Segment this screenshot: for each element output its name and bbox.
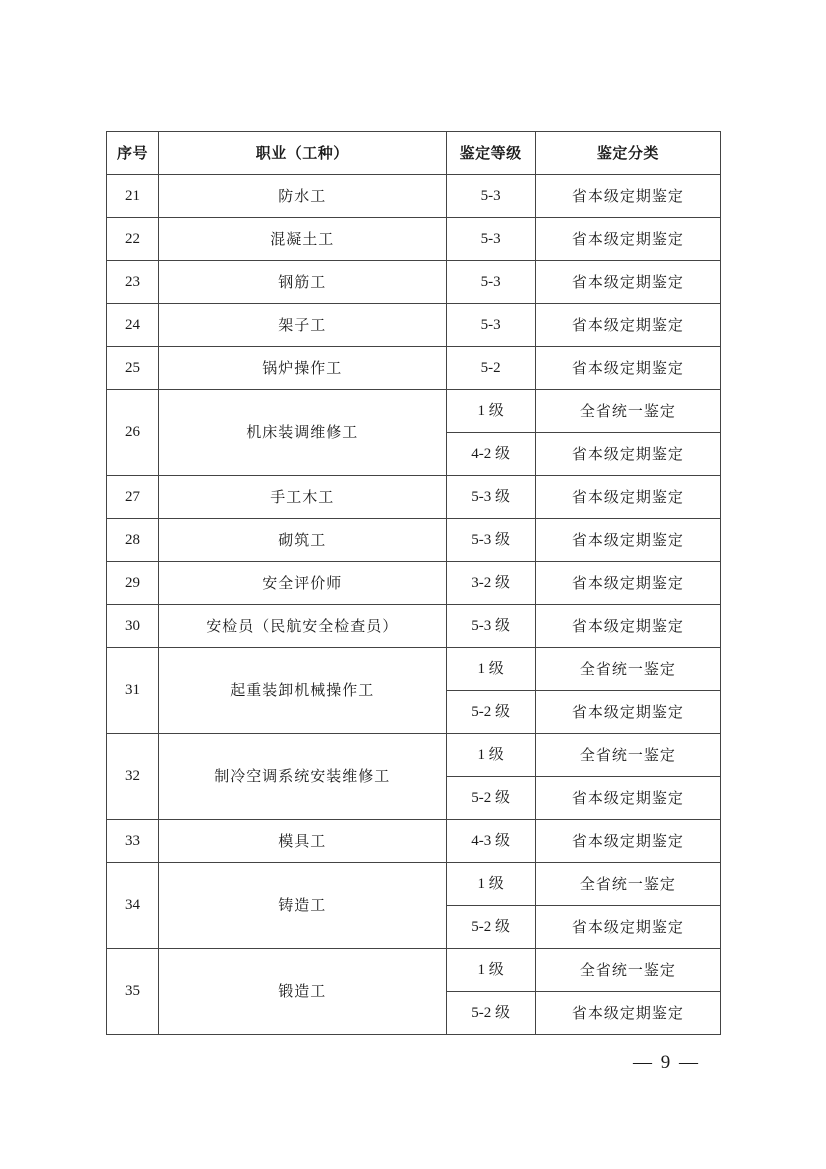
table-body [107,175,721,1035]
row-number: 30 [107,605,159,648]
level-cell: 5-3 [446,304,535,347]
table-row [107,562,721,605]
level-cell: 5-2 级 [446,691,535,734]
table-row [107,519,721,562]
header-category: 鉴定分类 [535,132,720,175]
category-cell: 省本级定期鉴定 [535,519,720,562]
category-cell: 省本级定期鉴定 [535,304,720,347]
table-row [107,734,721,777]
category-cell: 省本级定期鉴定 [535,562,720,605]
category-cell: 全省统一鉴定 [535,648,720,691]
row-number: 22 [107,218,159,261]
category-cell: 省本级定期鉴定 [535,261,720,304]
header-number: 序号 [107,132,159,175]
category-cell: 省本级定期鉴定 [535,691,720,734]
table-row [107,820,721,863]
category-cell: 省本级定期鉴定 [535,605,720,648]
level-cell: 1 级 [446,949,535,992]
level-cell: 5-3 [446,261,535,304]
category-cell: 全省统一鉴定 [535,863,720,906]
occupation-cell: 制冷空调系统安装维修工 [159,734,446,820]
row-number: 27 [107,476,159,519]
level-cell: 4-3 级 [446,820,535,863]
table-row [107,863,721,906]
row-number: 26 [107,390,159,476]
row-number: 23 [107,261,159,304]
level-cell: 4-2 级 [446,433,535,476]
occupation-cell: 安检员（民航安全检查员） [159,605,446,648]
table-row [107,261,721,304]
level-cell: 5-2 [446,347,535,390]
occupation-cell: 手工木工 [159,476,446,519]
row-number: 35 [107,949,159,1035]
level-cell: 1 级 [446,734,535,777]
category-cell: 省本级定期鉴定 [535,218,720,261]
category-cell: 省本级定期鉴定 [535,777,720,820]
occupation-cell: 架子工 [159,304,446,347]
table-row [107,476,721,519]
level-cell: 5-3 [446,218,535,261]
category-cell: 省本级定期鉴定 [535,992,720,1035]
occupation-cell: 机床装调维修工 [159,390,446,476]
level-cell: 5-3 级 [446,605,535,648]
category-cell: 全省统一鉴定 [535,390,720,433]
row-number: 34 [107,863,159,949]
level-cell: 1 级 [446,863,535,906]
category-cell: 省本级定期鉴定 [535,433,720,476]
table-row [107,304,721,347]
level-cell: 5-2 级 [446,906,535,949]
row-number: 31 [107,648,159,734]
occupation-cell: 砌筑工 [159,519,446,562]
category-cell: 全省统一鉴定 [535,734,720,777]
level-cell: 3-2 级 [446,562,535,605]
occupation-cell: 安全评价师 [159,562,446,605]
category-cell: 全省统一鉴定 [535,949,720,992]
header-level: 鉴定等级 [446,132,535,175]
category-cell: 省本级定期鉴定 [535,347,720,390]
row-number: 33 [107,820,159,863]
level-cell: 5-2 级 [446,992,535,1035]
occupation-cell: 锅炉操作工 [159,347,446,390]
table-row [107,605,721,648]
table-row [107,175,721,218]
table-header-row [107,132,721,175]
occupation-cell: 模具工 [159,820,446,863]
level-cell: 5-3 级 [446,476,535,519]
row-number: 32 [107,734,159,820]
table-row [107,949,721,992]
row-number: 21 [107,175,159,218]
level-cell: 1 级 [446,390,535,433]
category-cell: 省本级定期鉴定 [535,906,720,949]
row-number: 25 [107,347,159,390]
header-occupation: 职业（工种） [159,132,446,175]
level-cell: 1 级 [446,648,535,691]
occupation-cell: 钢筋工 [159,261,446,304]
level-cell: 5-3 级 [446,519,535,562]
row-number: 28 [107,519,159,562]
row-number: 29 [107,562,159,605]
page-number: — 9 — [633,1052,700,1073]
level-cell: 5-3 [446,175,535,218]
table-row [107,648,721,691]
category-cell: 省本级定期鉴定 [535,476,720,519]
row-number: 24 [107,304,159,347]
category-cell: 省本级定期鉴定 [535,820,720,863]
occupation-cell: 防水工 [159,175,446,218]
table-row [107,218,721,261]
table-row [107,390,721,433]
occupation-cell: 锻造工 [159,949,446,1035]
occupation-cell: 混凝土工 [159,218,446,261]
occupation-cell: 起重装卸机械操作工 [159,648,446,734]
level-cell: 5-2 级 [446,777,535,820]
occupation-cell: 铸造工 [159,863,446,949]
table-row [107,347,721,390]
qualification-table [106,131,721,1035]
category-cell: 省本级定期鉴定 [535,175,720,218]
